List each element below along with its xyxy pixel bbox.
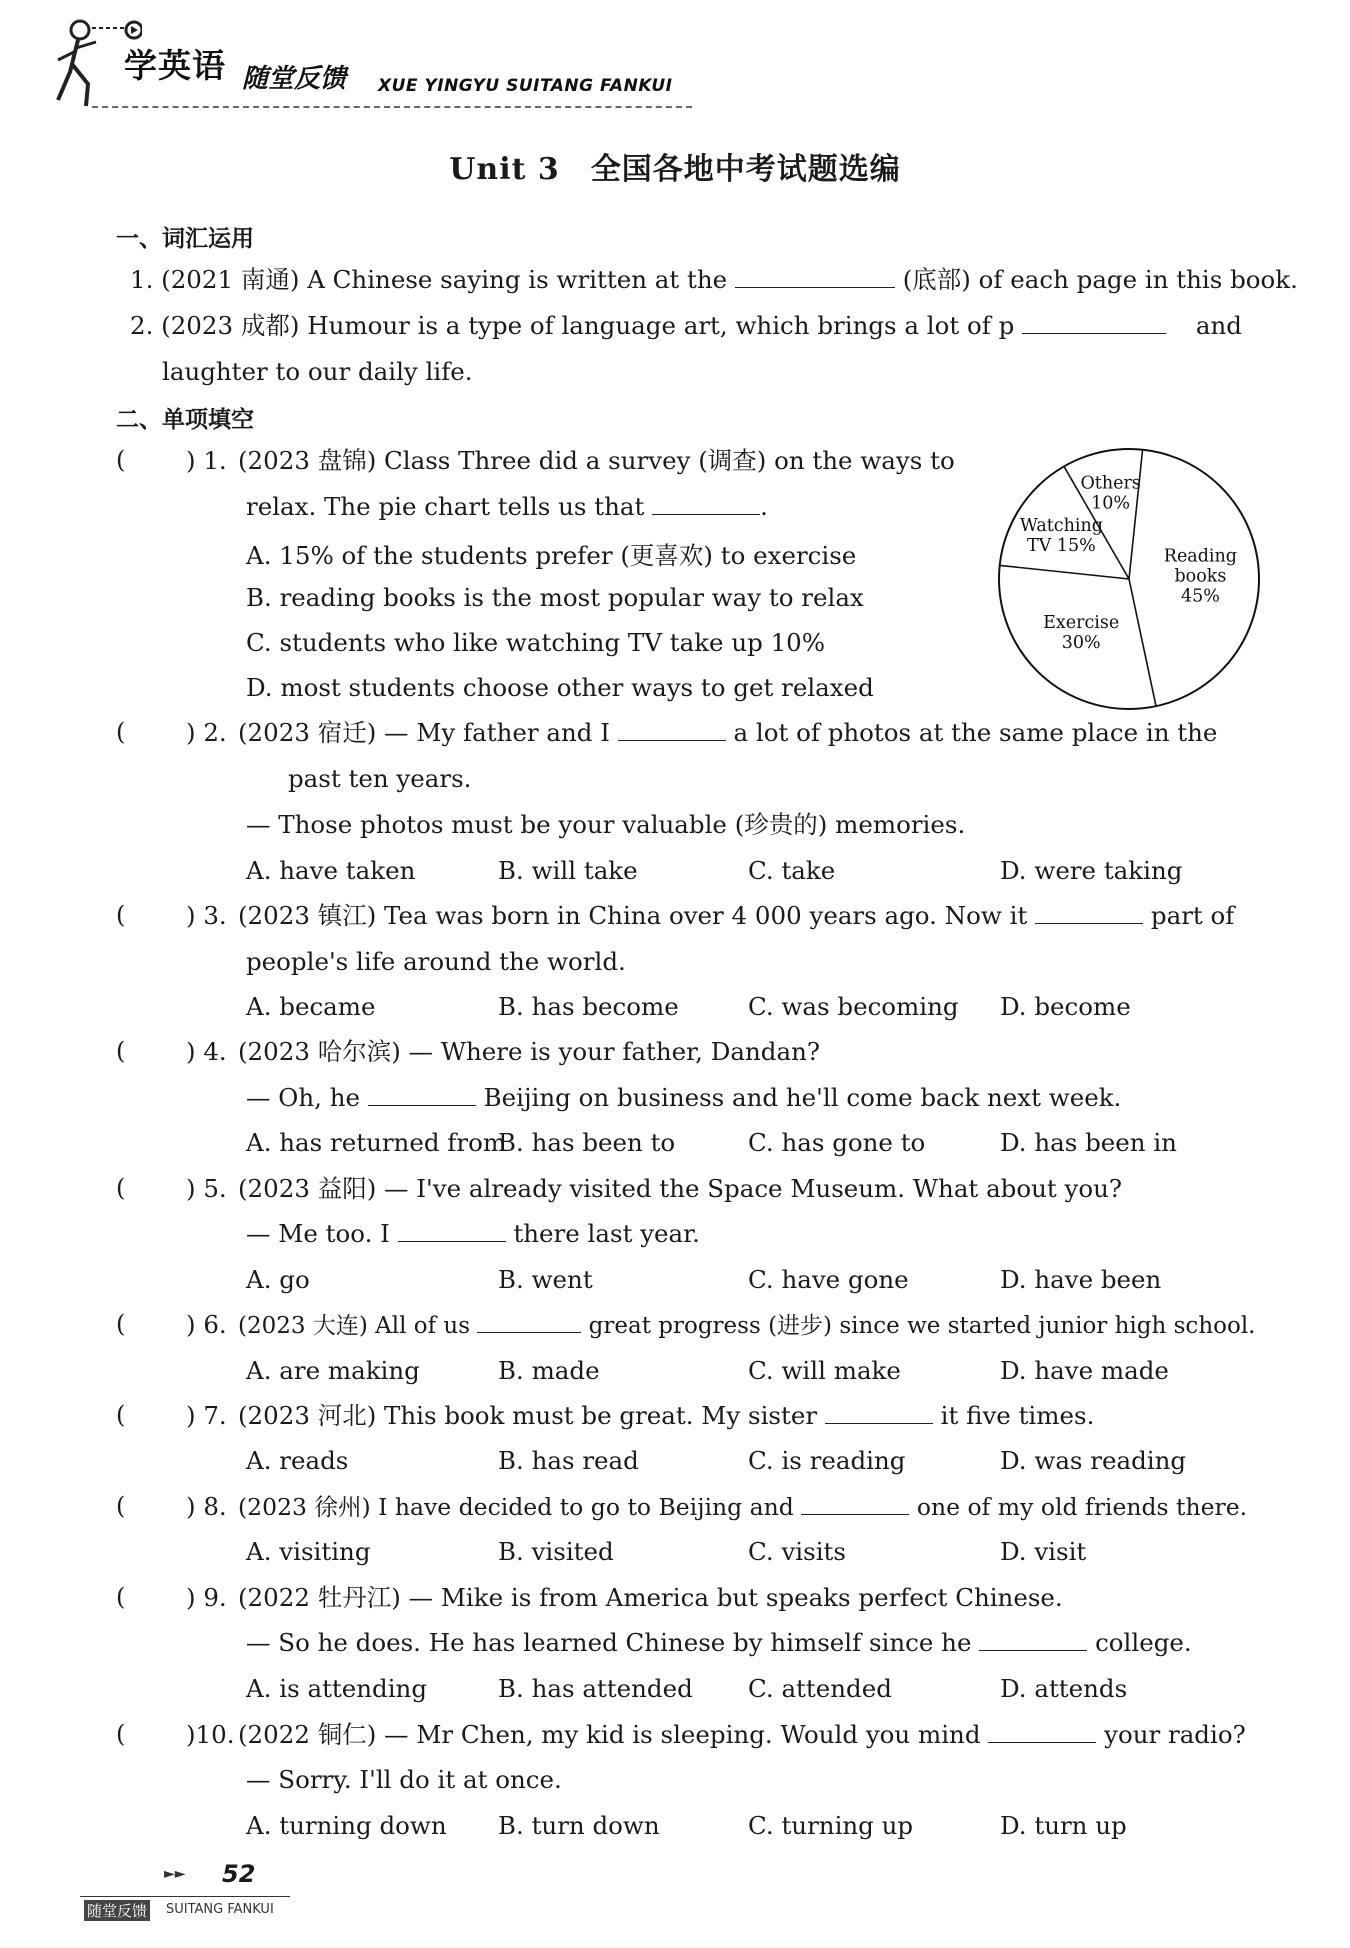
answer-bracket[interactable]: ( xyxy=(116,1401,126,1429)
option-b[interactable]: B. went xyxy=(498,1265,593,1294)
pie-slice-label: Watching TV 15% xyxy=(1019,516,1103,557)
answer-blank[interactable] xyxy=(618,718,726,741)
page-footer xyxy=(80,1860,300,1920)
option-d[interactable]: D. visit xyxy=(1000,1537,1087,1566)
option-d[interactable]: D. attends xyxy=(1000,1674,1128,1703)
option-c[interactable]: C. students who like watching TV take up 10% xyxy=(246,628,826,657)
answer-blank[interactable] xyxy=(368,1083,476,1106)
option-c[interactable]: C. visits xyxy=(748,1537,846,1566)
header-divider xyxy=(92,106,692,108)
option-c[interactable]: C. take xyxy=(748,856,836,885)
option-b[interactable]: B. made xyxy=(498,1356,600,1385)
option-d[interactable]: D. was reading xyxy=(1000,1446,1187,1475)
answer-bracket[interactable]: ( xyxy=(116,1310,126,1338)
option-b[interactable]: B. has become xyxy=(498,992,679,1021)
option-b[interactable]: B. reading books is the most popular way to relax xyxy=(246,583,864,612)
vocab-question-1: 1. (2021 南通) A Chinese saying is written at the (底部) of each page in this book. xyxy=(130,265,1298,294)
vocab-question-2-continued: laughter to our daily life. xyxy=(162,357,473,386)
option-d[interactable]: D. has been in xyxy=(1000,1128,1177,1157)
option-c[interactable]: C. turning up xyxy=(748,1811,914,1840)
page-number: 52 xyxy=(222,1860,256,1888)
option-d[interactable]: D. turn up xyxy=(1000,1811,1127,1840)
option-a[interactable]: A. visiting xyxy=(246,1537,371,1566)
answer-blank[interactable] xyxy=(652,492,760,515)
option-a[interactable]: A. 15% of the students prefer (更喜欢) to exercise xyxy=(246,541,857,570)
option-a[interactable]: A. became xyxy=(246,992,376,1021)
answer-blank[interactable] xyxy=(825,1401,933,1424)
relaxation-pie-chart xyxy=(996,446,1262,712)
footer-label-pinyin: SUITANG FANKUI xyxy=(166,1902,274,1917)
option-c[interactable]: C. attended xyxy=(748,1674,892,1703)
answer-bracket[interactable]: ( xyxy=(116,446,126,474)
option-d[interactable]: D. become xyxy=(1000,992,1131,1021)
double-arrow-icon: ►► xyxy=(164,1866,186,1882)
answer-blank[interactable] xyxy=(1022,311,1166,334)
option-a[interactable]: A. is attending xyxy=(246,1674,428,1703)
answer-blank[interactable] xyxy=(801,1492,909,1515)
header-subtitle-cn: 随堂反馈 xyxy=(242,64,347,94)
option-b[interactable]: B. turn down xyxy=(498,1811,660,1840)
option-b[interactable]: B. has attended xyxy=(498,1674,693,1703)
pie-slice-label: Others 10% xyxy=(1080,473,1141,514)
option-b[interactable]: B. visited xyxy=(498,1537,614,1566)
answer-blank[interactable] xyxy=(398,1219,506,1242)
answer-bracket[interactable]: ( xyxy=(116,1492,126,1520)
section-heading-vocabulary: 一、词汇运用 xyxy=(116,226,254,252)
option-b[interactable]: B. has been to xyxy=(498,1128,676,1157)
answer-blank[interactable] xyxy=(1035,901,1143,924)
section-heading-multiple-choice: 二、单项填空 xyxy=(116,407,254,433)
option-a[interactable]: A. turning down xyxy=(246,1811,447,1840)
worksheet-page: 学英语 随堂反馈 XUE YINGYU SUITANG FANKUI Unit 3 全国各地中考试题选编 一、词汇运用 1. (2021 南通) A Chinese saying is written at the (底部) of each page in this book. 2. (2023 成都) Humour is a type of language art, which brings a lot of p and laughter to our daily life. 二、单项填空 ( ) 1. (2023 盘锦) Class Three did a survey (调查) on the ways to relax. The pie chart tells us that . A. 15% of the students prefer (更喜欢) to exercise B. reading books is the most popular way to relax C. students who like watching TV take up 10% D. most students choose other ways to get relaxed Reading books 45% Exercise 30% Watching TV 15% Others 10% ( ) 2. (2023 宿迁) — My father and I a lot of photos at the same place in the past ten years. — Those photos must be your valuable (珍贵的) memories. A. have taken B. will take C. take D. were taking ( ) 3. (2023 镇江) Tea was born in China over 4 000 years ago. Now it part of people's life around the world. A. became B. has become C. was becoming D. become ( ) 4. (2023 哈尔滨) — Where is your father, Dandan? — Oh, he Beijing on business and he'll come back next week. A. has returned from B. has been to C. has gone to D. has been in ( ) 5. (2023 益阳) — I've already visited the Space Museum. What about you? — Me too. I there last year. A. go B. went C. have gone D. have been ( ) 6. (2023 大连) All of us great progress (进步) since we started junior high school. A. are making B. made C. will make D. have made ( ) 7. (2023 河北) This book must be great. My sister it five times. A. reads B. has read C. is reading D. was reading ( ) 8. (2023 徐州) I have decided to go to Beijing and one of my old friends there. A. visiting B. visited C. visits D. visit ( ) 9. (2022 牡丹江) — Mike is from America but speaks perfect Chinese. — So he does. He has learned Chinese by himself since he college. A. is attending B. has attended C. attended D. attends ( )10. (2022 铜仁) — Mr Chen, my kid is sleeping. Would you mind your radio? — Sorry. I'll do it at once. A. turning down B. turn down C. turning up D. turn up ►► 52 随堂反馈 SUITANG FANKUI xyxy=(0,0,1350,1948)
pie-slice-label: Exercise 30% xyxy=(1043,613,1120,654)
answer-blank[interactable] xyxy=(477,1310,581,1333)
header-pinyin: XUE YINGYU SUITANG FANKUI xyxy=(378,76,673,96)
answer-bracket[interactable]: ( xyxy=(116,1583,126,1611)
answer-blank[interactable] xyxy=(735,265,895,288)
option-d[interactable]: D. were taking xyxy=(1000,856,1183,885)
option-c[interactable]: C. is reading xyxy=(748,1446,906,1475)
option-b[interactable]: B. has read xyxy=(498,1446,639,1475)
header-banner xyxy=(52,14,692,114)
option-c[interactable]: C. will make xyxy=(748,1356,901,1385)
option-d[interactable]: D. most students choose other ways to get relaxed xyxy=(246,673,874,702)
option-d[interactable]: D. have been xyxy=(1000,1265,1162,1294)
answer-blank[interactable] xyxy=(979,1628,1087,1651)
option-a[interactable]: A. have taken xyxy=(246,856,416,885)
answer-bracket[interactable]: ( xyxy=(116,1720,126,1748)
answer-bracket[interactable]: ( xyxy=(116,718,126,746)
page-title: Unit 3 全国各地中考试题选编 xyxy=(449,152,901,187)
option-c[interactable]: C. have gone xyxy=(748,1265,909,1294)
header-title-cn: 学英语 xyxy=(124,46,226,85)
option-c[interactable]: C. was becoming xyxy=(748,992,959,1021)
vocab-question-2: 2. (2023 成都) Humour is a type of language art, which brings a lot of p and xyxy=(130,311,1242,340)
footer-label-cn: 随堂反馈 xyxy=(84,1900,150,1921)
option-d[interactable]: D. have made xyxy=(1000,1356,1169,1385)
answer-bracket[interactable]: ( xyxy=(116,901,126,929)
answer-blank[interactable] xyxy=(988,1720,1096,1743)
option-c[interactable]: C. has gone to xyxy=(748,1128,926,1157)
option-a[interactable]: A. go xyxy=(246,1265,310,1294)
option-a[interactable]: A. has returned from xyxy=(246,1128,507,1157)
pie-slice-label: Reading books 45% xyxy=(1163,546,1238,607)
option-a[interactable]: A. reads xyxy=(246,1446,349,1475)
option-b[interactable]: B. will take xyxy=(498,856,638,885)
answer-bracket[interactable]: ( xyxy=(116,1174,126,1202)
answer-bracket[interactable]: ( xyxy=(116,1037,126,1065)
option-a[interactable]: A. are making xyxy=(246,1356,420,1385)
